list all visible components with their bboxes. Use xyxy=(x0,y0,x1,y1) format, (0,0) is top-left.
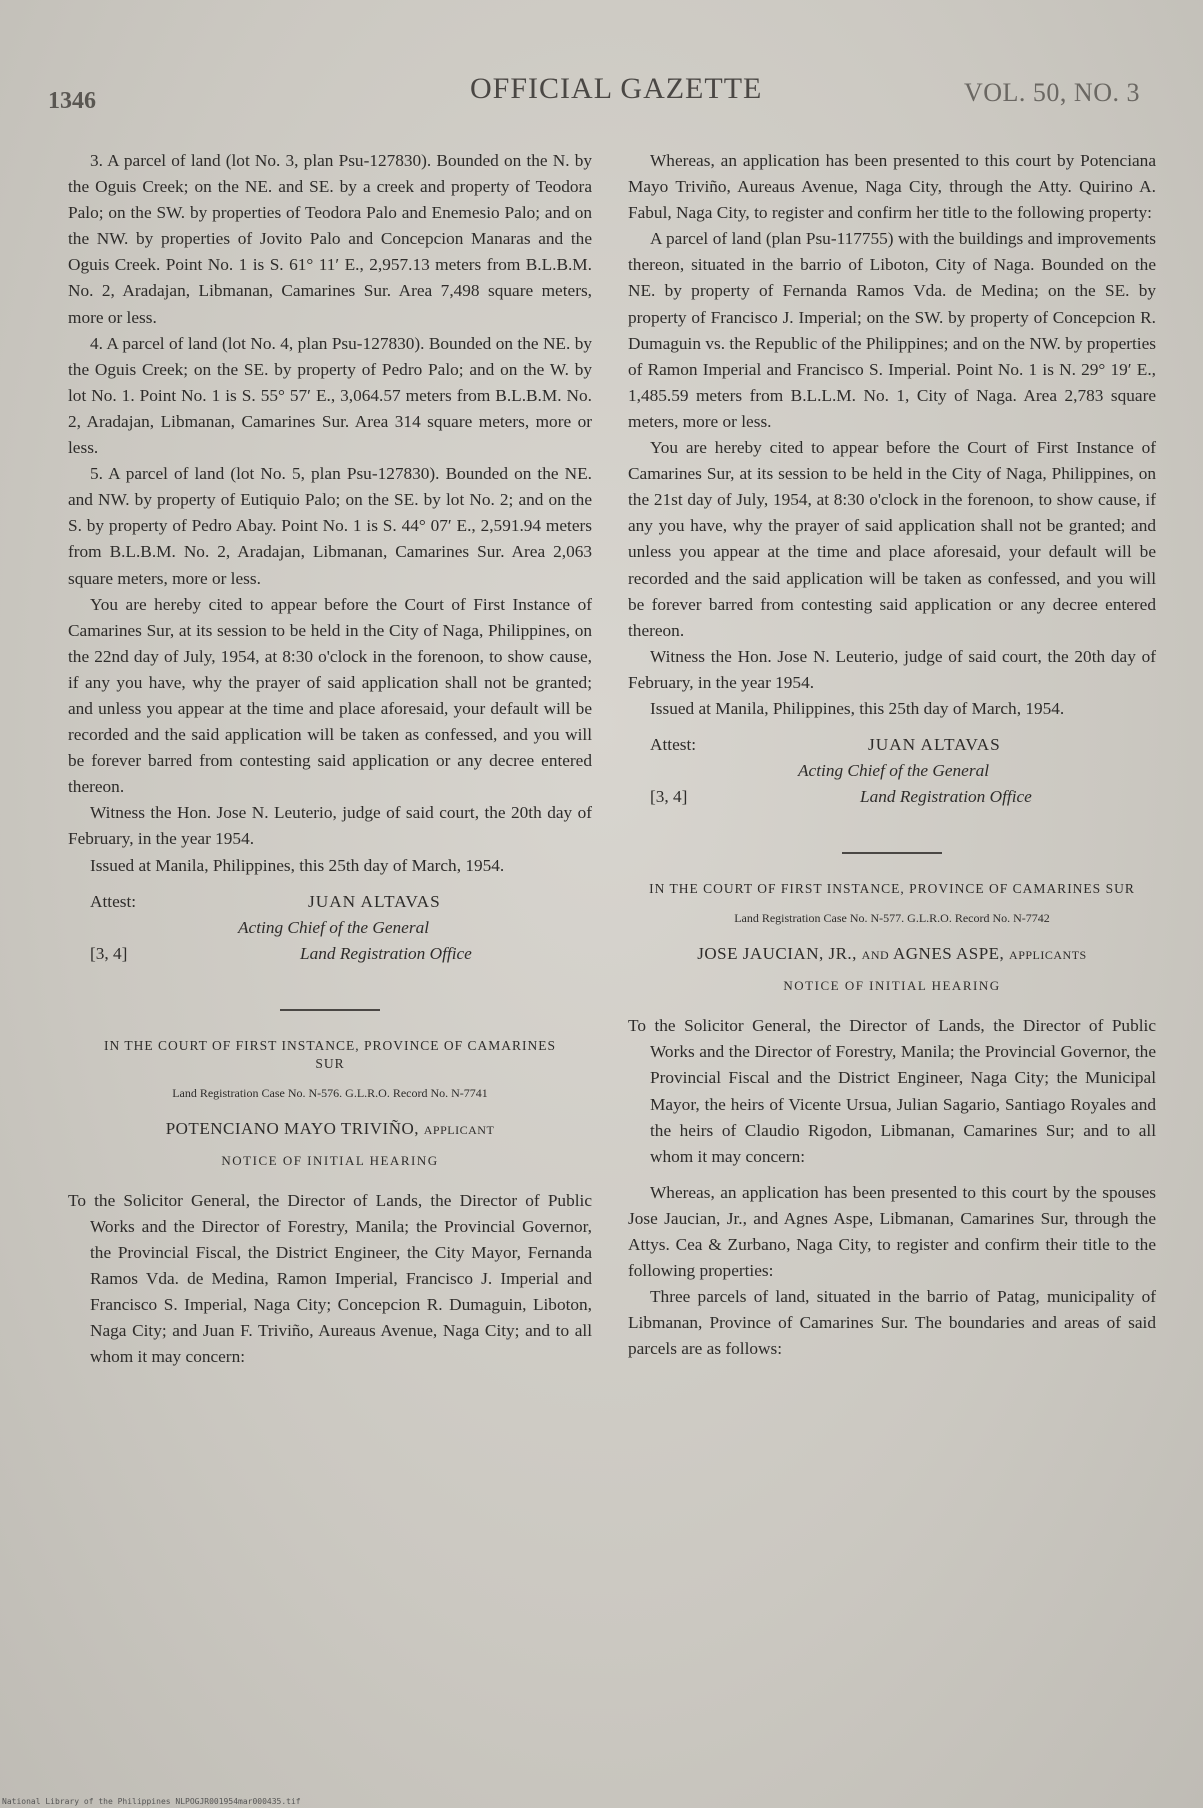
attestation xyxy=(628,732,1156,842)
section-divider xyxy=(280,1009,380,1011)
addressees: To the Solicitor General, the Director of Lands, the Director of Public Works and the Director of Forestry, Manila; the Provincial Governor, the Provincial Fiscal, the District Engineer, the City Mayor, Fernanda Ramos Vda. de Medina, Ramon Imperial, Francisco J. Imperial and Francisco S. Imperial, Naga City; Concepcion R. Dumaguin, Liboton, Naga City; and Juan F. Triviño, Aureaus Avenue, Naga City; and to all whom it may concern: xyxy=(68,1190,592,1367)
page-number: 1346 xyxy=(48,88,96,114)
court-heading: IN THE COURT OF FIRST INSTANCE, PROVINCE OF CAMARINES SUR xyxy=(103,1037,557,1071)
paragraph: You are hereby cited to appear before the Court of First Instance of Camarines Sur, at its session to be held in the City of Naga, Philippines, on the 21st day of July, 1954, at 8:30 o'clock in the forenoon, to show cause, if any you have, why the prayer of said application shall not be granted; and unless you appear at the time and place aforesaid, your default will be recorded and the said application will be taken as confessed, and you will be forever barred from contesting said application or any decree entered thereon. xyxy=(628,438,1156,640)
scan-footer: National Library of the Philippines NLPOGJR001954mar000435.tif xyxy=(2,1797,301,1806)
issue-reference: [3, 4] xyxy=(650,787,688,807)
publication-title: OFFICIAL GAZETTE xyxy=(470,72,763,105)
page-header xyxy=(40,70,1140,114)
attest-title-line1: Acting Chief of the General xyxy=(798,761,990,781)
applicant-name: POTENCIANO MAYO TRIVIÑO, applicant xyxy=(165,1118,495,1138)
paragraph: Witness the Hon. Jose N. Leuterio, judge of said court, the 20th day of February, in the year 1954. xyxy=(628,646,1156,692)
addressees: To the Solicitor General, the Director of Lands, the Director of Public Works and the Director of Forestry, Manila; the Provincial Governor, the Provincial Fiscal and the District Engineer, Naga City; the Municipal Mayor, the heirs of Vicente Ursua, Julian Sagario, Santiago Royales and the heirs of Claudio Rigodon, Libmanan, Camarines Sur; and to all whom it may concern: xyxy=(628,1016,1156,1166)
paragraph: Issued at Manila, Philippines, this 25th day of March, 1954. xyxy=(650,698,1065,718)
paragraph: 4. A parcel of land (lot No. 4, plan Psu-127830). Bounded on the NE. by the Oguis Creek; on the SE. by property of Pedro Palo; and on the W. by lot No. 1. Point No. 1 is S. 55° 57′ E., 3,064.57 meters from B.L.B.M. No. 2, Aradajan, Libmanan, Camarines Sur. Area 314 square meters, more or less. xyxy=(68,333,592,458)
paragraph: A parcel of land (plan Psu-117755) with the buildings and improvements thereon, situated in the barrio of Liboton, City of Naga. Bounded on the NE. by property of Fernanda Ramos Vda. de Medina; on the SE. by property of Francisco J. Imperial; on the SW. by property of Concepcion R. Dumaguin vs. the Republic of the Philippines; and on the NW. by properties of Ramon Imperial and Francisco S. Imperial. Point No. 1 is N. 29° 19′ E., 1,485.59 meters from B.L.L.M. No. 1, City of Naga. Area 2,783 square meters, more or less. xyxy=(628,229,1156,431)
attest-title-line2: Land Registration Office xyxy=(300,943,472,963)
right-column xyxy=(628,148,1156,1362)
paragraph: Issued at Manila, Philippines, this 25th day of March, 1954. xyxy=(90,855,505,875)
issue-reference: [3, 4] xyxy=(90,943,128,963)
paragraph: Witness the Hon. Jose N. Leuterio, judge of said court, the 20th day of February, in the year 1954. xyxy=(68,803,592,849)
case-reference: Land Registration Case No. N-576. G.L.R.O. Record No. N-7741 xyxy=(172,1085,488,1100)
paragraph: 5. A parcel of land (lot No. 5, plan Psu-127830). Bounded on the NE. and NW. by property of Eutiquio Palo; on the SE. by lot No. 2; and on the S. by property of Pedro Abay. Point No. 1 is S. 44° 07′ E., 2,591.94 meters from B.L.B.M. No. 2, Aradajan, Libmanan, Camarines Sur. Area 2,063 square meters, more or less. xyxy=(68,464,592,588)
notice-title: NOTICE OF INITIAL HEARING xyxy=(221,1152,439,1168)
attest-label: Attest: xyxy=(90,891,137,911)
applicant-name: JOSE JAUCIAN, JR., and AGNES ASPE, applicants xyxy=(697,944,1087,964)
attestation xyxy=(68,889,592,999)
attest-title-line1: Acting Chief of the General xyxy=(238,917,430,937)
paragraph: You are hereby cited to appear before the Court of First Instance of Camarines Sur, at its session to be held in the City of Naga, Philippines, on the 22nd day of July, 1954, at 8:30 o'clock in the forenoon, to show cause, if any you have, why the prayer of said application shall not be granted; and unless you appear at the time and place aforesaid, your default will be recorded and the said application will be taken as confessed, and you will be forever barred from contesting said application or any decree entered thereon. xyxy=(68,594,592,797)
court-heading: IN THE COURT OF FIRST INSTANCE, PROVINCE OF CAMARINES SUR xyxy=(649,881,1135,897)
left-column xyxy=(68,148,592,1370)
attest-label: Attest: xyxy=(650,735,697,755)
attest-title-line2: Land Registration Office xyxy=(860,787,1032,807)
paragraph: Whereas, an application has been presented to this court by the spouses Jose Jaucian, Jr., and Agnes Aspe, Libmanan, Camarines Sur, through the Attys. Cea & Zurbano, Naga City, to register and confirm their title to the following properties: xyxy=(628,1182,1156,1281)
attest-signatory: JUAN ALTAVAS xyxy=(868,735,1001,755)
attest-signatory: JUAN ALTAVAS xyxy=(308,891,441,911)
paragraph: Whereas, an application has been presented to this court by Potenciana Mayo Triviño, Aureaus Avenue, Naga City, through the Atty. Quirino A. Fabul, Naga City, to register and confirm her title to the following property: xyxy=(628,151,1156,223)
volume-number: VOL. 50, NO. 3 xyxy=(964,78,1140,107)
notice-title: NOTICE OF INITIAL HEARING xyxy=(783,978,1001,994)
case-reference: Land Registration Case No. N-577. G.L.R.O. Record No. N-7742 xyxy=(734,911,1050,926)
paragraph: Three parcels of land, situated in the barrio of Patag, municipality of Libmanan, Province of Camarines Sur. The boundaries and areas of said parcels are as follows: xyxy=(628,1287,1156,1359)
section-divider xyxy=(842,852,942,854)
paragraph: 3. A parcel of land (lot No. 3, plan Psu-127830). Bounded on the N. by the Oguis Creek; on the NE. and SE. by a creek and property of Teodora Palo; on the SW. by properties of Teodora Palo and Enemesio Palo; and on the NW. by properties of Jovito Palo and Concepcion Manaras and the Oguis Creek. Point No. 1 is S. 61° 11′ E., 2,957.13 meters from B.L.B.M. No. 2, Aradajan, Libmanan, Camarines Sur. Area 7,498 square meters, more or less. xyxy=(68,151,592,327)
